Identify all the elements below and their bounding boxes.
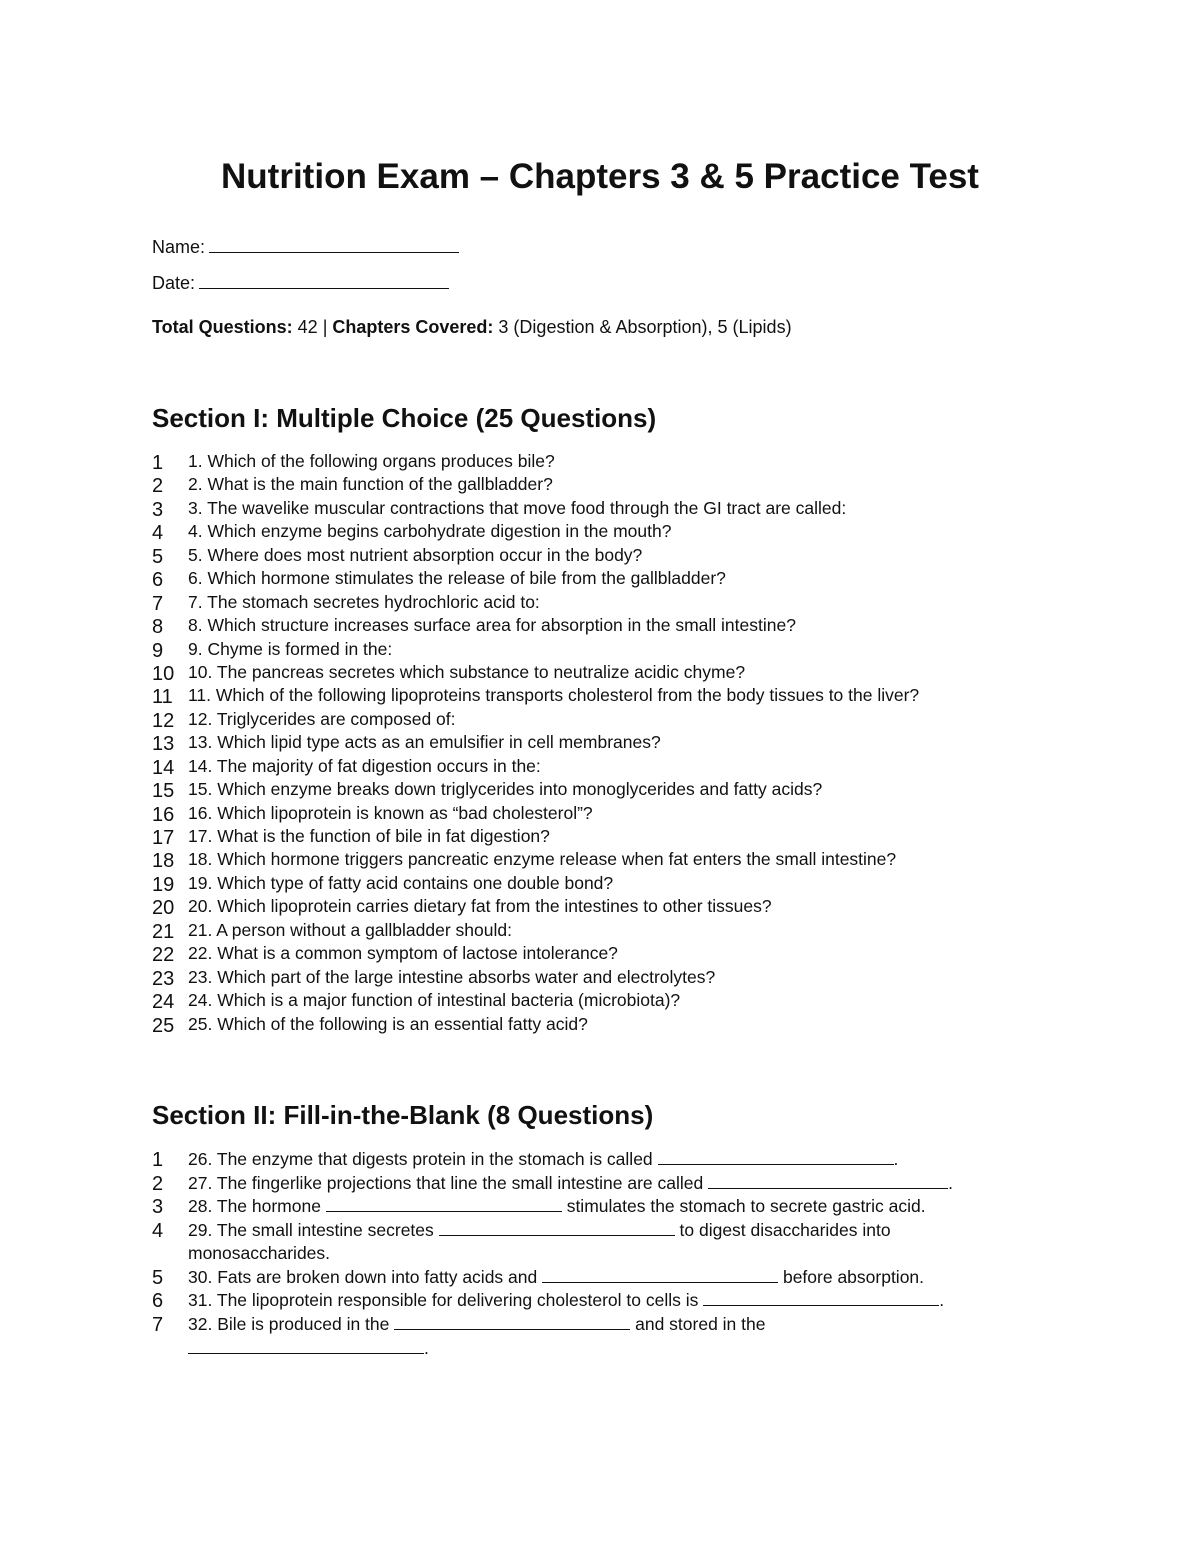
question-text-before: 31. The lipoprotein responsible for delivering cholesterol to cells is (188, 1290, 704, 1310)
list-number: 20 (152, 897, 175, 920)
list-item (152, 1312, 1052, 1359)
list-item (152, 1194, 1052, 1218)
list-item (152, 755, 1052, 778)
list-item (152, 591, 1052, 614)
list-number: 24 (152, 991, 175, 1014)
question-text (188, 1147, 1008, 1172)
question-text (188, 1218, 1008, 1266)
list-number: 6 (152, 569, 164, 592)
answer-blank[interactable] (326, 1194, 562, 1212)
name-label: Name: (152, 237, 206, 257)
list-number: 23 (152, 967, 175, 990)
list-item (152, 895, 1052, 918)
list-number: 5 (152, 1266, 164, 1289)
question-text-before: 28. The hormone (188, 1196, 326, 1216)
question-text: 19. Which type of fatty acid contains one double bond? (188, 872, 614, 893)
multiple-choice-list (152, 450, 1052, 1036)
list-item (152, 567, 1052, 590)
list-number: 9 (152, 639, 164, 662)
question-text: 9. Chyme is formed in the: (188, 638, 393, 659)
question-text: 8. Which structure increases surface area for absorption in the small intestine? (188, 615, 796, 636)
list-item (152, 661, 1052, 684)
list-number: 16 (152, 803, 175, 826)
list-number: 2 (152, 475, 164, 498)
question-text: 5. Where does most nutrient absorption occur in the body? (188, 544, 643, 565)
list-item (152, 942, 1052, 965)
list-item (152, 1265, 1052, 1289)
list-item (152, 684, 1052, 707)
question-text: 14. The majority of fat digestion occurs in the: (188, 755, 541, 776)
list-number: 5 (152, 545, 164, 568)
list-number: 12 (152, 709, 175, 732)
list-item (152, 848, 1052, 871)
question-text: 22. What is a common symptom of lactose intolerance? (188, 943, 618, 964)
question-text-before: 32. Bile is produced in the (188, 1313, 395, 1334)
list-number: 6 (152, 1290, 164, 1312)
list-number: 1 (152, 452, 164, 474)
question-text: 7. The stomach secretes hydrochloric acid to: (188, 591, 540, 612)
total-questions-label: Total Questions: (152, 317, 293, 337)
list-number: 1 (152, 1149, 164, 1171)
list-item (152, 473, 1052, 496)
list-item (152, 1218, 1052, 1265)
question-text-before: 26. The enzyme that digests protein in the stomach is called (188, 1149, 658, 1169)
question-text-after: before absorption. (778, 1266, 925, 1287)
list-number: 25 (152, 1014, 175, 1037)
question-text: 23. Which part of the large intestine absorbs water and electrolytes? (188, 966, 716, 987)
list-item (152, 1171, 1052, 1195)
exam-summary (152, 316, 792, 338)
question-text: 16. Which lipoprotein is known as “bad cholesterol”? (188, 802, 593, 823)
answer-blank[interactable] (708, 1171, 948, 1189)
question-text: 15. Which enzyme breaks down triglycerides into monoglycerides and fatty acids? (188, 779, 823, 800)
question-text-after: . (424, 1338, 429, 1358)
list-item (152, 1147, 1052, 1171)
list-item (152, 989, 1052, 1012)
section-2-heading: Section II: Fill-in-the-Blank (8 Questions) (152, 1100, 654, 1130)
list-item (152, 638, 1052, 661)
list-item (152, 1013, 1052, 1036)
section-1-heading: Section I: Multiple Choice (25 Questions) (152, 403, 657, 433)
answer-blank[interactable] (703, 1288, 939, 1306)
answer-blank[interactable] (188, 1336, 424, 1354)
chapters-covered-label: Chapters Covered: (332, 317, 494, 337)
name-blank-line[interactable] (209, 234, 459, 253)
question-text: 18. Which hormone triggers pancreatic enzyme release when fat enters the small intestine? (188, 849, 897, 870)
list-number: 22 (152, 944, 175, 967)
question-text-middle: and stored in the (630, 1313, 766, 1334)
list-number: 17 (152, 827, 175, 849)
list-number: 4 (152, 1219, 164, 1242)
list-number: 4 (152, 522, 164, 545)
question-text-after: . (893, 1149, 899, 1169)
date-blank-line[interactable] (199, 270, 449, 289)
question-text: 24. Which is a major function of intestinal bacteria (microbiota)? (188, 990, 681, 1011)
list-item (152, 497, 1052, 520)
list-item (152, 919, 1052, 942)
list-number: 3 (152, 1196, 164, 1218)
question-text-after: stimulates the stomach to secrete gastric acid. (561, 1196, 926, 1216)
question-text-after: to digest disaccharides into monosaccharides. (188, 1219, 891, 1263)
question-text (188, 1194, 1008, 1219)
question-text: 6. Which hormone stimulates the release of bile from the gallbladder? (188, 568, 726, 589)
list-number: 10 (152, 662, 175, 685)
question-text (188, 1312, 1008, 1361)
question-text-after: . (948, 1172, 953, 1193)
list-item (152, 778, 1052, 801)
list-item (152, 731, 1052, 754)
answer-blank[interactable] (439, 1218, 675, 1236)
list-number: 13 (152, 733, 175, 756)
question-text-before: 29. The small intestine secretes (188, 1219, 439, 1240)
list-number: 3 (152, 498, 164, 521)
answer-blank[interactable] (542, 1265, 778, 1283)
question-text: 1. Which of the following organs produces bile? (188, 451, 555, 471)
list-item (152, 872, 1052, 895)
list-item (152, 544, 1052, 567)
list-number: 14 (152, 756, 175, 779)
question-text: 12. Triglycerides are composed of: (188, 708, 456, 729)
list-number: 8 (152, 616, 164, 639)
question-text-before: 30. Fats are broken down into fatty acids and (188, 1266, 543, 1287)
question-text: 13. Which lipid type acts as an emulsifier in cell membranes? (188, 732, 661, 753)
list-item (152, 825, 1052, 848)
question-text: 21. A person without a gallbladder should: (188, 919, 512, 940)
question-text (188, 1265, 1008, 1290)
question-text: 17. What is the function of bile in fat digestion? (188, 826, 550, 846)
list-number: 7 (152, 592, 164, 615)
question-text (188, 1288, 1008, 1313)
question-text (188, 1171, 1008, 1196)
question-text-after: . (939, 1290, 945, 1310)
question-text: 3. The wavelike muscular contractions that move food through the GI tract are called: (188, 497, 847, 518)
list-item (152, 614, 1052, 637)
list-item (152, 802, 1052, 825)
date-field (152, 270, 449, 294)
fill-in-blank-list (152, 1147, 1052, 1359)
page-title: Nutrition Exam – Chapters 3 & 5 Practice Test (221, 157, 979, 196)
question-text-before: 27. The fingerlike projections that line the small intestine are called (188, 1172, 709, 1193)
question-text: 2. What is the main function of the gallbladder? (188, 474, 553, 495)
list-number: 2 (152, 1172, 164, 1195)
list-item (152, 966, 1052, 989)
list-number: 15 (152, 780, 175, 803)
list-number: 7 (152, 1313, 164, 1336)
list-item (152, 708, 1052, 731)
list-number: 11 (152, 686, 173, 709)
question-text: 10. The pancreas secretes which substance to neutralize acidic chyme? (188, 661, 746, 682)
list-number: 21 (152, 920, 175, 943)
list-item (152, 520, 1052, 543)
name-field (152, 234, 459, 258)
question-text: 20. Which lipoprotein carries dietary fat from the intestines to other tissues? (188, 896, 772, 917)
total-questions-value: 42 | (292, 317, 333, 337)
list-number: 18 (152, 850, 175, 873)
question-text: 4. Which enzyme begins carbohydrate digestion in the mouth? (188, 521, 672, 542)
question-text: 25. Which of the following is an essential fatty acid? (188, 1013, 588, 1034)
list-item (152, 1288, 1052, 1312)
answer-blank[interactable] (658, 1147, 894, 1165)
list-number: 19 (152, 873, 175, 896)
list-item (152, 450, 1052, 473)
chapters-covered-value: 3 (Digestion & Absorption), 5 (Lipids) (493, 317, 792, 337)
question-text: 11. Which of the following lipoproteins transports cholesterol from the body tissues to the liver? (188, 685, 920, 706)
answer-blank[interactable] (394, 1312, 630, 1330)
date-label: Date: (152, 273, 196, 293)
